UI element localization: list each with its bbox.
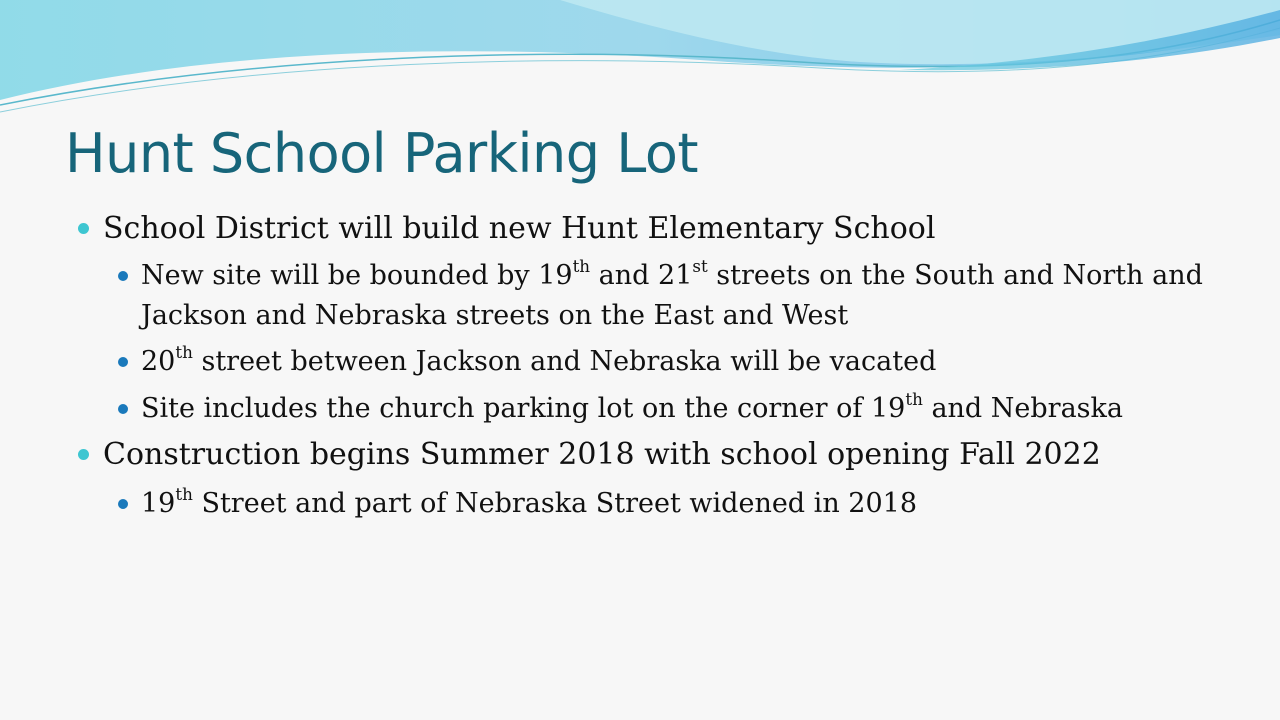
slide-title: Hunt School Parking Lot	[65, 122, 699, 185]
bullet-dot-icon	[118, 271, 128, 281]
bullet-dot-icon	[118, 357, 128, 367]
sub-bullet-item: 20th street between Jackson and Nebraska will be vacated	[141, 341, 937, 377]
sub-bullet-item: 19th Street and part of Nebraska Street widened in 2018	[141, 483, 917, 519]
bullet-dot-icon	[78, 223, 89, 234]
bullet-dot-icon	[118, 499, 128, 509]
sub-bullet-item: New site will be bounded by 19th and 21st streets on the South and North and	[141, 255, 1203, 291]
bullet-dot-icon	[78, 449, 89, 460]
bullet-item: School District will build new Hunt Elementary School	[103, 211, 936, 246]
sub-bullet-item: Site includes the church parking lot on the corner of 19th and Nebraska	[141, 388, 1123, 424]
bullet-dot-icon	[118, 404, 128, 414]
bullet-item: Construction begins Summer 2018 with school opening Fall 2022	[103, 437, 1101, 472]
sub-bullet-item-continuation: Jackson and Nebraska streets on the East and West	[141, 300, 849, 331]
